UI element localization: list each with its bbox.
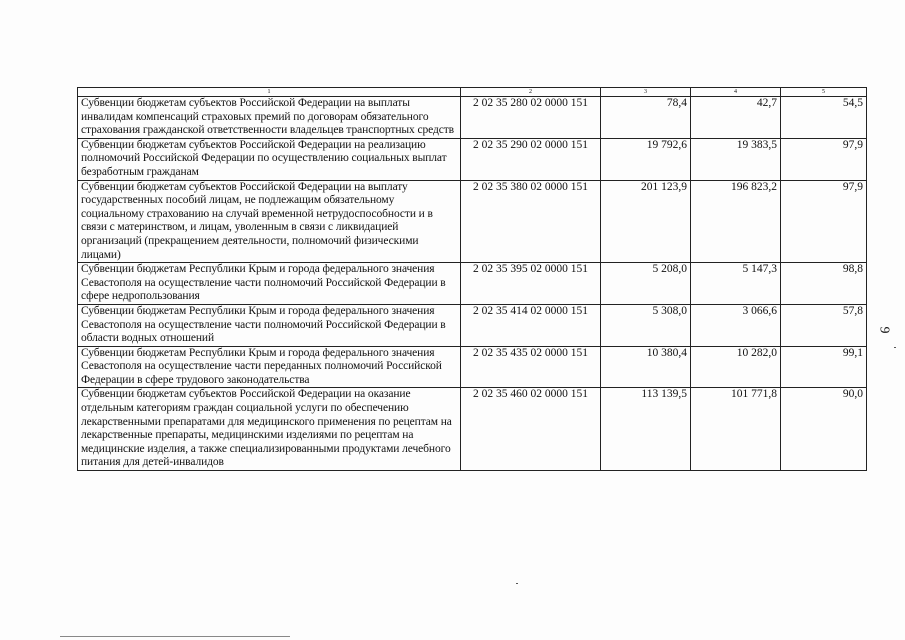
- planned-value: 19 792,6: [601, 138, 691, 180]
- percent-value: 90,0: [781, 388, 867, 471]
- table-row: [78, 263, 867, 305]
- actual-value: 42,7: [691, 97, 781, 139]
- budget-code: 2 02 35 460 02 0000 151: [461, 388, 601, 471]
- page-number: 9: [876, 326, 892, 334]
- column-header: 5: [781, 88, 867, 97]
- budget-code: 2 02 35 414 02 0000 151: [461, 304, 601, 346]
- column-header: 2: [461, 88, 601, 97]
- row-description: Субвенции бюджетам Республики Крым и города федерального значения Севастополя на осуществление части полномочий Российской Федерации в сфере недропользования: [78, 263, 461, 305]
- budget-code: 2 02 35 380 02 0000 151: [461, 180, 601, 263]
- percent-value: 54,5: [781, 97, 867, 139]
- row-description: Субвенции бюджетам Республики Крым и города федерального значения Севастополя на осуществление части переданных полномочий Российской Федерации в сфере трудового законодательства: [78, 346, 461, 388]
- row-description: Субвенции бюджетам субъектов Российской Федерации на выплату государственных пособий лицам, не подлежащим обязательному социальному страхованию на случай временной нетрудоспособности и в связи с материнством, и лицам, уволенным в связи с ликвидацией организаций (прекращением деятельности, полномочий физическими лицами): [78, 180, 461, 263]
- planned-value: 5 308,0: [601, 304, 691, 346]
- column-header: 4: [691, 88, 781, 97]
- actual-value: 196 823,2: [691, 180, 781, 263]
- planned-value: 201 123,9: [601, 180, 691, 263]
- percent-value: 98,8: [781, 263, 867, 305]
- actual-value: 10 282,0: [691, 346, 781, 388]
- actual-value: 19 383,5: [691, 138, 781, 180]
- scan-speck: [516, 583, 518, 584]
- table-row: [78, 97, 867, 139]
- scan-edge-line: [60, 636, 290, 637]
- row-description: Субвенции бюджетам субъектов Российской Федерации на оказание отдельным категориям граждан социальной услуги по обеспечению лекарственными препаратами для медицинского применения по рецептам на лекарственные препараты, медицинскими изделиями по рецептам на медицинские изделия, а также специализированными продуктами лечебного питания для детей-инвалидов: [78, 388, 461, 471]
- percent-value: 99,1: [781, 346, 867, 388]
- table-row: [78, 304, 867, 346]
- scan-speck: [894, 347, 896, 348]
- budget-code: 2 02 35 280 02 0000 151: [461, 97, 601, 139]
- row-description: Субвенции бюджетам Республики Крым и города федерального значения Севастополя на осуществление части полномочий Российской Федерации в области водных отношений: [78, 304, 461, 346]
- budget-table: [77, 87, 867, 471]
- row-description: Субвенции бюджетам субъектов Российской Федерации на реализацию полномочий Российской Федерации по осуществлению социальных выплат безработным гражданам: [78, 138, 461, 180]
- planned-value: 10 380,4: [601, 346, 691, 388]
- column-number-header: [78, 88, 867, 97]
- table-row: [78, 180, 867, 263]
- planned-value: 5 208,0: [601, 263, 691, 305]
- budget-code: 2 02 35 395 02 0000 151: [461, 263, 601, 305]
- percent-value: 57,8: [781, 304, 867, 346]
- actual-value: 5 147,3: [691, 263, 781, 305]
- column-header: 1: [78, 88, 461, 97]
- actual-value: 101 771,8: [691, 388, 781, 471]
- row-description: Субвенции бюджетам субъектов Российской Федерации на выплаты инвалидам компенсаций страховых премий по договорам обязательного страхования гражданской ответственности владельцев транспортных средств: [78, 97, 461, 139]
- percent-value: 97,9: [781, 180, 867, 263]
- column-header: 3: [601, 88, 691, 97]
- percent-value: 97,9: [781, 138, 867, 180]
- actual-value: 3 066,6: [691, 304, 781, 346]
- table-row: [78, 346, 867, 388]
- budget-code: 2 02 35 435 02 0000 151: [461, 346, 601, 388]
- table-row: [78, 388, 867, 471]
- table-row: [78, 138, 867, 180]
- planned-value: 113 139,5: [601, 388, 691, 471]
- planned-value: 78,4: [601, 97, 691, 139]
- budget-code: 2 02 35 290 02 0000 151: [461, 138, 601, 180]
